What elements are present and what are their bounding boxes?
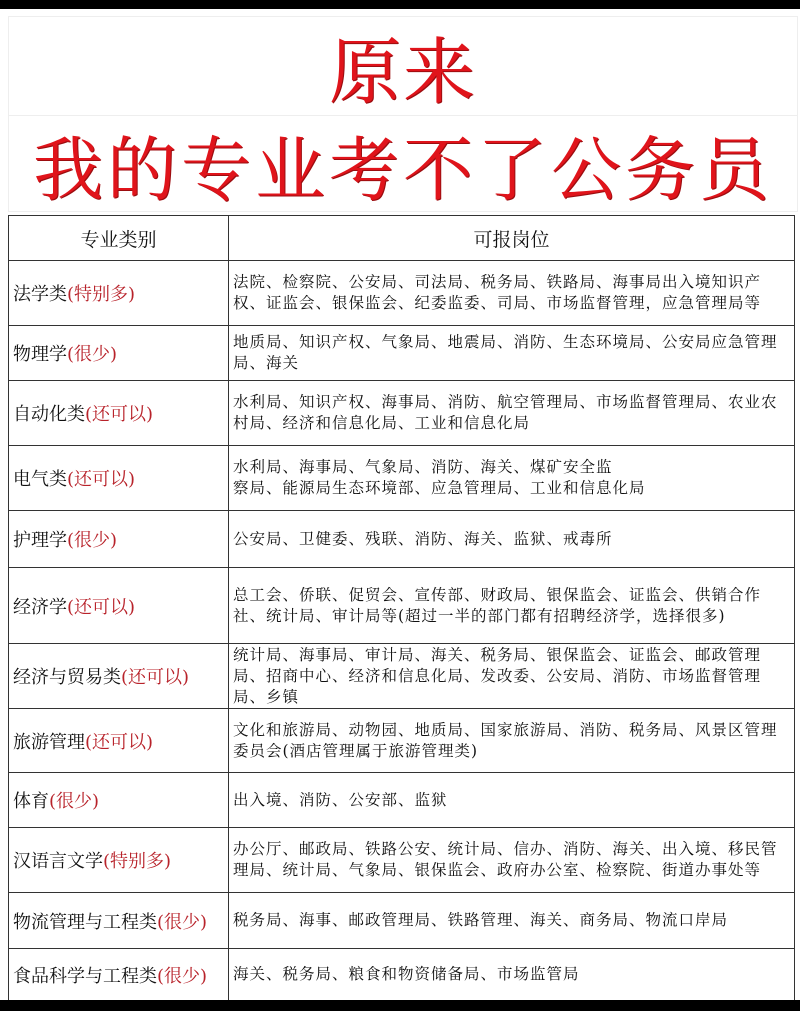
- table-row: [9, 893, 795, 949]
- table-row: [9, 949, 795, 1001]
- major-name: 物流管理与工程类: [13, 911, 157, 933]
- major-name: 食品科学与工程类: [13, 965, 157, 987]
- table-row: [9, 446, 795, 511]
- title-line-2: 我的专业考不了公务员: [33, 128, 773, 211]
- positions-cell: 公安局、卫健委、残联、消防、海关、监狱、戒毒所: [229, 511, 795, 568]
- positions-cell: 出入境、消防、公安部、监狱: [229, 773, 795, 828]
- table-row: [9, 773, 795, 828]
- table-row: [9, 828, 795, 893]
- major-cell: [9, 709, 229, 773]
- positions-cell: 办公厅、邮政局、铁路公安、统计局、信办、消防、海关、出入境、移民管理局、统计局、气象局、银保监会、政府办公室、检察院、街道办事处等: [229, 828, 795, 893]
- availability-note: (很少): [157, 911, 208, 933]
- availability-note: (很少): [67, 530, 118, 551]
- availability-note: (还可以): [85, 731, 154, 753]
- table-row: [9, 381, 795, 446]
- positions-cell: 法院、检察院、公安局、司法局、税务局、铁路局、海事局出入境知识产权、证监会、银保监会、纪委监委、司局、市场监督管理，应急管理局等: [229, 261, 795, 326]
- majors-positions-table: [8, 215, 795, 1001]
- major-cell: [9, 773, 229, 828]
- availability-note: (特别多): [103, 851, 172, 872]
- positions-cell: [229, 446, 795, 511]
- header-available-positions: 可报岗位: [229, 216, 795, 261]
- positions-line: 水利局、海事局、气象局、消防、海关、煤矿安全监: [233, 458, 613, 476]
- major-cell: [9, 949, 229, 1001]
- title-line-1: 原来: [9, 17, 797, 116]
- table-row: [9, 709, 795, 773]
- header-major-category: 专业类别: [9, 216, 229, 261]
- major-name: 经济学: [13, 596, 67, 618]
- positions-cell: 税务局、海事、邮政管理局、铁路管理、海关、商务局、物流口岸局: [229, 893, 795, 949]
- major-cell: [9, 568, 229, 644]
- positions-cell: 总工会、侨联、促贸会、宣传部、财政局、银保监会、证监会、供销合作社、统计局、审计局等(超过一半的部门都有招聘经济学，选择很多): [229, 568, 795, 644]
- positions-cell: 海关、税务局、粮食和物资储备局、市场监管局: [229, 949, 795, 1001]
- major-cell: [9, 381, 229, 446]
- major-name: 自动化类: [13, 404, 85, 425]
- availability-note: (特别多): [67, 284, 136, 305]
- availability-note: (还可以): [67, 596, 136, 618]
- major-cell: [9, 644, 229, 709]
- availability-note: (很少): [157, 965, 208, 987]
- positions-cell: 水利局、知识产权、海事局、消防、航空管理局、市场监督管理局、农业农村局、经济和信息化局、工业和信息化局: [229, 381, 795, 446]
- table-header-row: [9, 216, 795, 261]
- major-name: 经济与贸易类: [13, 667, 121, 688]
- major-cell: [9, 326, 229, 381]
- title-banner: [8, 16, 798, 212]
- major-cell: [9, 828, 229, 893]
- positions-cell: 地质局、知识产权、气象局、地震局、消防、生态环境局、公安局应急管理局、海关: [229, 326, 795, 381]
- major-name: 体育: [13, 791, 49, 812]
- availability-note: (还可以): [85, 404, 154, 425]
- bottom-black-bar: [0, 1000, 800, 1011]
- table-row: [9, 261, 795, 326]
- major-cell: [9, 893, 229, 949]
- major-name: 旅游管理: [13, 731, 85, 753]
- major-name: 电气类: [13, 469, 67, 490]
- positions-line: 察局、能源局生态环境部、应急管理局、工业和信息化局: [233, 479, 646, 497]
- availability-note: (还可以): [121, 667, 190, 688]
- major-name: 法学类: [13, 284, 67, 305]
- table-row: [9, 568, 795, 644]
- major-name: 物理学: [13, 344, 67, 365]
- major-cell: [9, 261, 229, 326]
- availability-note: (还可以): [67, 469, 136, 490]
- major-cell: [9, 446, 229, 511]
- table-row: [9, 511, 795, 568]
- major-cell: [9, 511, 229, 568]
- table-row: [9, 326, 795, 381]
- table-row: [9, 644, 795, 709]
- major-name: 护理学: [13, 530, 67, 551]
- positions-cell: 统计局、海事局、审计局、海关、税务局、银保监会、证监会、邮政管理局、招商中心、经济和信息化局、发改委、公安局、消防、市场监督管理局、乡镇: [229, 644, 795, 709]
- availability-note: (很少): [49, 791, 100, 812]
- availability-note: (很少): [67, 344, 118, 365]
- major-name: 汉语言文学: [13, 851, 103, 872]
- positions-cell: 文化和旅游局、动物园、地质局、国家旅游局、消防、税务局、风景区管理委员会(酒店管理属于旅游管理类): [229, 709, 795, 773]
- top-black-bar: [0, 0, 800, 9]
